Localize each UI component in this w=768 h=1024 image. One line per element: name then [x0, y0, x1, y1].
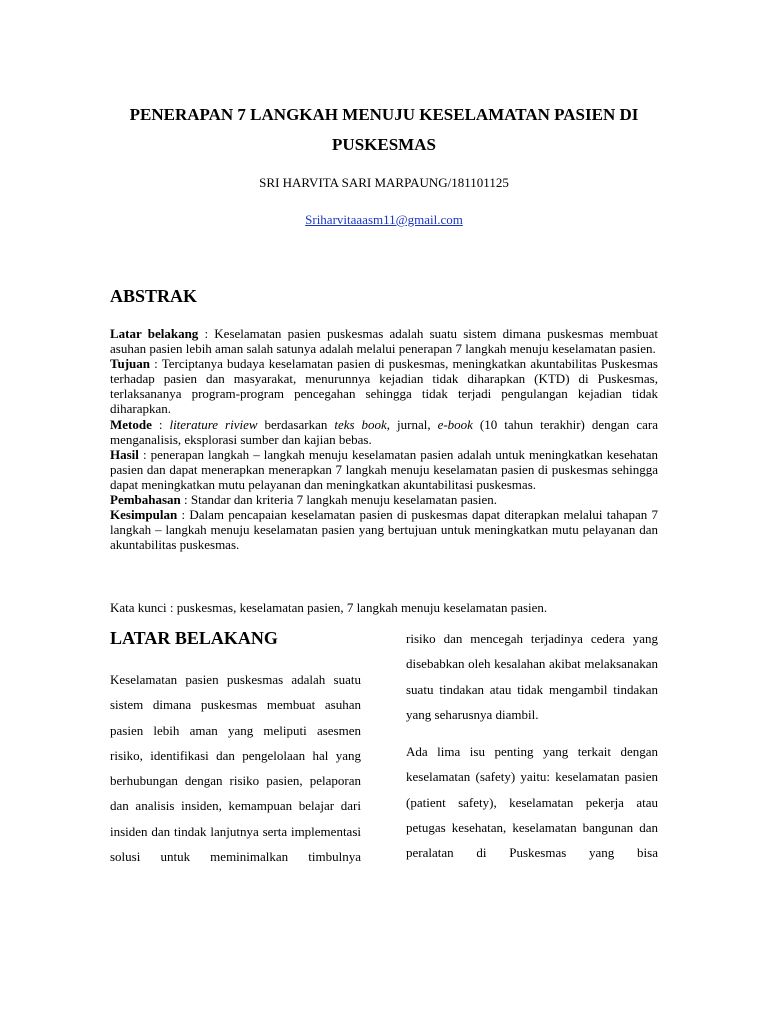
abstract-body: [110, 326, 658, 552]
abstract-metode-italic-3: e-book: [437, 416, 473, 432]
abstract-metode-label: Metode: [110, 416, 152, 432]
paper-title: PENERAPAN 7 LANGKAH MENUJU KESELAMATAN PASIEN DI PUSKESMAS: [129, 105, 639, 154]
email-link[interactable]: Sriharvitaaasm11@gmail.com: [305, 212, 463, 227]
abstract-kesimpulan-label: Kesimpulan: [110, 507, 178, 523]
left-column-paragraph: Keselamatan pasien puskesmas adalah suatu sistem dimana puskesmas membuat asuhan pasien lebih aman yang meliputi asesmen risiko, identifikasi dan pengelolaan hal yang berhubungan dengan risiko pasien, pelaporan dan analisis insiden, kemampuan belajar dari insiden dan tindak lanjutnya serta implementasi solusi untuk meminimalkan timbulnya: [110, 672, 361, 865]
right-column-paragraph-1: risiko dan mencegah terjadinya cedera yang disebabkan oleh kesalahan akibat melaksanakan suatu tindakan atau tidak mengambil tindakan yang seharusnya diambil.: [406, 631, 658, 722]
abstract-latar-label: Latar belakang: [110, 326, 199, 341]
right-column-paragraph-2: Ada lima isu penting yang terkait dengan keselamatan (safety) yaitu: keselamatan pasien (patient safety), keselamatan pekerja atau petugas kesehatan, keselamatan bangunan dan peralatan di Puskesmas yang bisa: [406, 744, 658, 861]
abstract-metode-text-1: :: [151, 416, 170, 432]
abstract-tujuan-text: : Terciptanya budaya keselamatan pasien di puskesmas, meningkatkan akuntabilitas Puskesmas terhadap pasien dan masyarakat, menurunnya kejadian tidak diharapkan (KTD) di Puskesmas, terlaksananya program-program pencegahan sehingga tidak terjadi pengulangan kejadian tidak diharapkan.: [110, 356, 658, 417]
author-line: SRI HARVITA SARI MARPAUNG/181101125: [259, 175, 509, 190]
abstract-hasil-label: Hasil: [110, 446, 139, 462]
abstract-latar-text: : Keselamatan pasien puskesmas adalah suatu sistem dimana puskesmas membuat asuhan pasien lebih aman salah satunya adalah melalui penerapan 7 langkah menuju keselamatan pasien.: [110, 326, 658, 357]
abstract-metode: [110, 417, 658, 447]
abstract-metode-italic-2: teks book: [334, 416, 387, 432]
abstract-pembahasan-label: Pembahasan: [110, 492, 181, 508]
right-column: [406, 626, 658, 866]
abstract-hasil: [110, 447, 658, 492]
left-column: [110, 627, 361, 869]
abstract-tujuan-label: Tujuan: [110, 356, 150, 372]
abstract-latar: [110, 326, 658, 356]
abstract-metode-text-3: , jurnal,: [386, 416, 438, 432]
section-heading: LATAR BELAKANG: [110, 628, 278, 648]
abstract-metode-text-2: berdasarkan: [257, 416, 335, 432]
abstract-kesimpulan-text: : Dalam pencapaian keselamatan pasien di puskesmas dapat diterapkan melalui tahapan 7 langkah – langkah menuju keselamatan pasien yang bertujuan untuk meningkatkan mutu pelayanan dan akuntabilitas puskesmas.: [110, 507, 658, 553]
abstract-kesimpulan: [110, 507, 658, 552]
abstract-metode-text-4: (10 tahun terakhir) dengan cara menganalisis, eksplorasi sumber dan kajian bebas.: [110, 416, 658, 447]
keywords: Kata kunci : puskesmas, keselamatan pasien, 7 langkah menuju keselamatan pasien.: [110, 600, 548, 615]
abstract-hasil-text: : penerapan langkah – langkah menuju keselamatan pasien adalah untuk meningkatkan kesehatan pasien dan dapat menerapkan menerapkan 7 langkah menuju keselamatan pasien di puskesmas sehingga dapat meningkatkan mutu pelayanan dan meningkatkan akuntabilitasi puskesmas.: [110, 446, 658, 492]
author-email: [0, 211, 768, 229]
abstract-metode-italic-1: literature riview: [169, 416, 258, 432]
abstract-pembahasan-text: : Standar dan kriteria 7 langkah menuju keselamatan pasien.: [180, 492, 498, 508]
abstract-tujuan: [110, 356, 658, 416]
abstract-pembahasan: [110, 492, 658, 507]
abstract-heading: ABSTRAK: [110, 286, 198, 306]
